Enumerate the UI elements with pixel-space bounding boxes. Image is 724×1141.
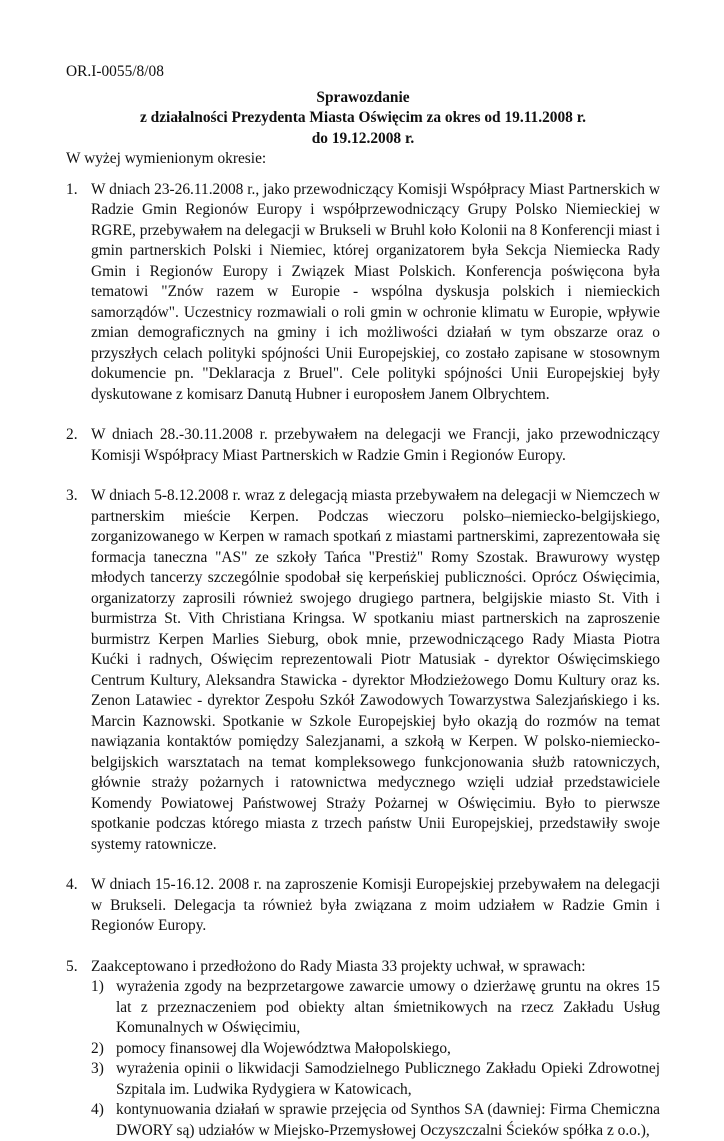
report-item — [66, 957, 660, 1141]
report-item — [66, 180, 660, 406]
resolution-item — [91, 1059, 660, 1100]
document-reference: OR.I-0055/8/08 — [66, 62, 660, 83]
report-items-list — [66, 180, 660, 1141]
item-text: W dniach 28.-30.11.2008 r. przebywałem na delegacji we Francji, jako przewodniczący Komisji Współpracy Miast Partnerskich w Radzie Gmin i Regionów Europy. — [91, 425, 660, 466]
resolution-number: 1) — [91, 977, 104, 998]
resolution-item — [91, 977, 660, 1039]
item-text: W dniach 15-16.12. 2008 r. na zaproszenie Komisji Europejskiej przebywałem na delegacji w Brukseli. Delegacja ta również była związana z moim udziałem w Radzie Gmin i Regionów Europy. — [91, 875, 660, 937]
title-line: Sprawozdanie — [66, 88, 660, 109]
resolution-text: kontynuowania działań w sprawie przejęcia od Synthos SA (dawniej: Firma Chemiczna DWORY są) udziałów w Miejsko-Przemysłowej Oczyszczalni Ścieków spółka z o.o.), — [116, 1100, 660, 1141]
item-text: W dniach 5-8.12.2008 r. wraz z delegacją miasta przebywałem na delegacji w Niemczech w partnerskim mieście Kerpen. Podczas wieczoru polsko–niemiecko-belgijskiego, zorganizowanego w Kerpen w ramach spotkań z miastami partnerskimi, zaprezentowała się formacja taneczna "AS" ze szkoły Tańca "Prestiż" Romy Szostak. Brawurowy występ młodych tancerzy szczególnie spodobał się kerpeńskiej publiczności. Oprócz Oświęcimia, organizatorzy zaprosili również swojego drugiego partnera, belgijskie miasto St. Vith i burmistrza St. Vith Christiana Kringsa. W spotkaniu miast partnerskich na zaproszenie burmistrz Kerpen Marlies Sieburg, obok mnie, przewodniczącego Rady Miasta Piotra Kućki i radnych, Oświęcim reprezentowali Piotr Matusiak - dyrektor Oświęcimskiego Centrum Kultury, Aleksandra Stawicka - dyrektor Młodzieżowego Domu Kultury oraz ks. Zenon Latawiec - dyrektor Zespołu Szkół Zawodowych Towarzystwa Salezjańskiego i ks. Marcin Kaznowski. Spotkanie w Szkole Europejskiej było okazją do rozmów na temat nawiązania kontaktów pomiędzy Salezjanami, a szkołą w Kerpen. W polsko-niemiecko-belgijskich warsztatach na temat kompleksowego funkcjonowania służb ratowniczych, głównie straży pożarnych i ratownictwa medycznego wzięli udział przedstawiciele Komendy Powiatowej Państwowej Straży Pożarnej w Oświęcimiu. Było to pierwsze spotkanie podczas którego miasta z trzech państw Unii Europejskiej, przedstawiły swoje systemy ratownicze. — [91, 486, 660, 855]
resolution-number: 3) — [91, 1059, 104, 1080]
resolution-text: pomocy finansowej dla Województwa Małopolskiego, — [116, 1039, 660, 1060]
item-number: 4. — [66, 875, 78, 896]
item-number: 2. — [66, 425, 78, 446]
intro-text: W wyżej wymienionym okresie: — [66, 149, 660, 170]
item-text: Zaakceptowano i przedłożono do Rady Miasta 33 projekty uchwał, w sprawach: — [91, 957, 660, 978]
item-number: 1. — [66, 180, 78, 201]
item-text: W dniach 23-26.11.2008 r., jako przewodniczący Komisji Współpracy Miast Partnerskich w Radzie Gmin Regionów Europy i współprzewodniczący Grupy Polsko Niemieckiej w RGRE, przebywałem na delegacji w Brukseli w Bruhl koło Kolonii na 8 Konferencji miast i gmin partnerskich Polski i Niemiec, której organizatorem była Sekcja Niemiecka Rady Gmin i Regionów Europy i Związek Miast Polskich. Konferencja poświęcona była tematowi "Znów razem w Europie - wspólna dyskusja polskich i niemieckich samorządów". Uczestnicy rozmawiali o roli gmin w ochronie klimatu w Europie, wpływie zmian demograficznych na gminy i ich możliwości działań w tym obszarze oraz o przyszłych celach polityki spójności Unii Europejskiej, co zostało zapisane w stosownym dokumencie pn. "Deklaracja z Bruel". Cele polityki spójności Unii Europejskiej były dyskutowane z komisarz Danutą Hubner i europosłem Janem Olbrychtem. — [91, 180, 660, 406]
item-number: 3. — [66, 486, 78, 507]
resolution-text: wyrażenia opinii o likwidacji Samodzielnego Publicznego Zakładu Opieki Zdrowotnej Szpitala im. Ludwika Rydygiera w Katowicach, — [116, 1059, 660, 1100]
resolution-item — [91, 1100, 660, 1141]
report-item — [66, 875, 660, 937]
title-line: do 19.12.2008 r. — [66, 129, 660, 150]
resolution-number: 4) — [91, 1100, 104, 1121]
resolution-number: 2) — [91, 1039, 104, 1060]
report-item — [66, 425, 660, 466]
resolution-text: wyrażenia zgody na bezprzetargowe zawarcie umowy o dzierżawę gruntu na okres 15 lat z przeznaczeniem pod obiekty altan śmietnikowych na rzecz Zakładu Usług Komunalnych w Oświęcimiu, — [116, 977, 660, 1039]
title-line: z działalności Prezydenta Miasta Oświęcim za okres od 19.11.2008 r. — [66, 108, 660, 129]
resolution-item — [91, 1039, 660, 1060]
item-number: 5. — [66, 957, 78, 978]
report-item — [66, 486, 660, 855]
document-title — [66, 88, 660, 150]
resolution-list — [91, 977, 660, 1141]
